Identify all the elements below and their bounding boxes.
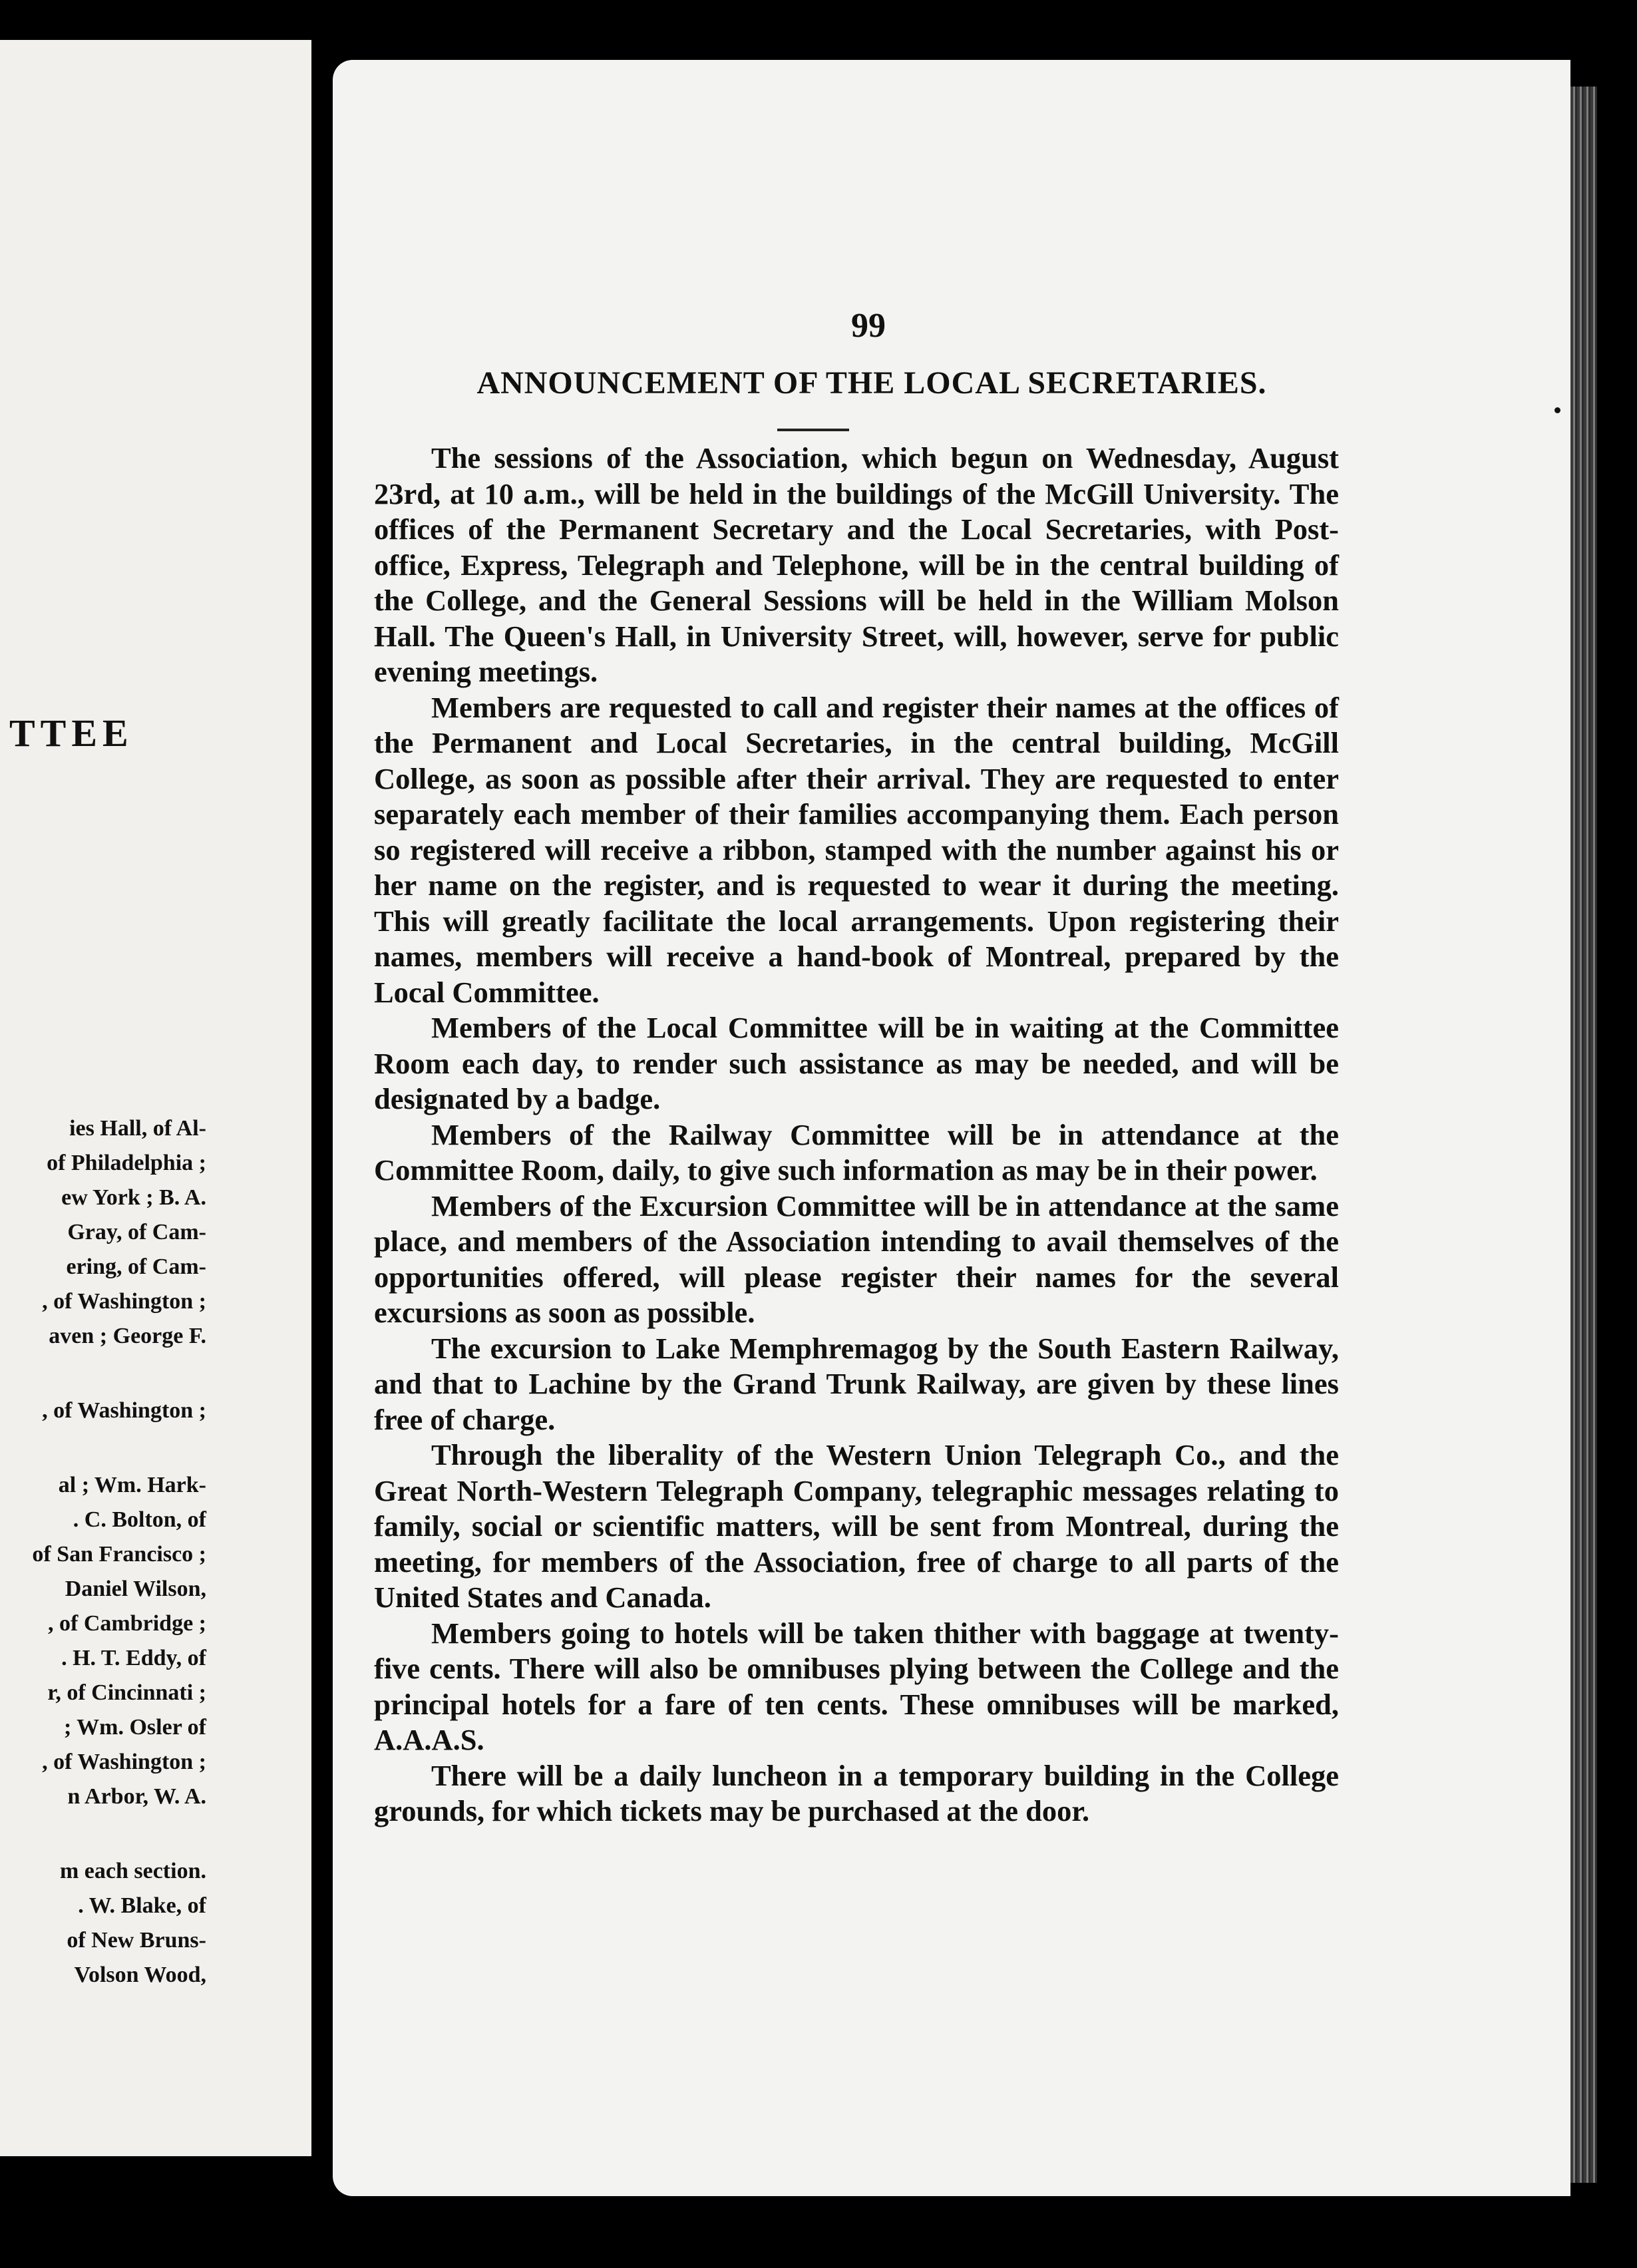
- title-underline: [777, 429, 849, 431]
- left-page-line: . C. Bolton, of: [73, 1507, 206, 1532]
- left-page-line: , of Washington ;: [42, 1398, 206, 1423]
- paragraph: The excursion to Lake Memphremagog by the South Eastern Railway, and that to Lachine by the Grand Trunk Railway, are given by these lines free of charge.: [374, 1331, 1339, 1436]
- left-page-line: , of Washington ;: [42, 1289, 206, 1314]
- left-page-line: [0, 1354, 206, 1394]
- left-page-line: n Arbor, W. A.: [67, 1784, 206, 1809]
- page-number: 99: [851, 307, 886, 345]
- ink-spot: [1554, 407, 1560, 413]
- left-page-line: aven ; George F.: [49, 1324, 206, 1348]
- left-page-line: r, of Cincinnati ;: [47, 1680, 206, 1705]
- paragraph: Through the liberality of the Western Union Telegraph Co., and the Great North-Western Telegraph Company, telegraphic messages relating to family, social or scientific matters, will be sent from Montreal, during the meeting, for members of the Association, free of charge to all parts of the United States and Canada.: [374, 1438, 1339, 1614]
- left-page-heading: TTEE: [9, 711, 134, 755]
- left-page-line: m each section.: [59, 1859, 206, 1883]
- article-body: [374, 441, 1339, 1829]
- paragraph: The sessions of the Association, which begun on Wednesday, August 23rd, at 10 a.m., will be held in the buildings of the McGill University. The offices of the Permanent Secretary and the Local Secretaries, with Post-office, Express, Telegraph and Telephone, will be in the central building of the College, and the General Sessions will be held in the William Molson Hall. The Queen's Hall, in University Street, will, however, serve for public evening meetings.: [374, 441, 1339, 688]
- left-page-line: of New Bruns-: [67, 1928, 206, 1953]
- left-page-line: Daniel Wilson,: [65, 1577, 206, 1601]
- left-page-line: [0, 1814, 206, 1854]
- left-page-line: Gray, of Cam-: [67, 1220, 206, 1244]
- paragraph: Members are requested to call and register their names at the offices of the Permanent and Local Secretaries, in the central building, McGill College, as soon as possible after their arrival. They are requested to enter separately each member of their families accompanying them. Each person so registered will receive a ribbon, stamped with the number against his or her name on the register, and is requested to wear it during the meeting. This will greatly facilitate the local arrangements. Upon registering their names, members will receive a hand-book of Montreal, prepared by the Local Committee.: [374, 690, 1339, 1009]
- left-page-line: , of Cambridge ;: [48, 1611, 206, 1636]
- left-page-line: ew York ; B. A.: [61, 1185, 206, 1210]
- left-facing-page: [0, 40, 311, 2156]
- left-page-line: [0, 1428, 206, 1468]
- left-page-line: ering, of Cam-: [66, 1254, 206, 1279]
- left-page-line: Volson Wood,: [74, 1963, 206, 1987]
- left-page-line: ies Hall, of Al-: [69, 1116, 206, 1141]
- left-page-line: of San Francisco ;: [32, 1542, 206, 1567]
- left-page-line: , of Washington ;: [42, 1750, 206, 1774]
- paragraph: Members going to hotels will be taken thither with baggage at twenty-five cents. There will also be omnibuses plying between the College and the principal hotels for a fare of ten cents. These omnibuses will be marked, A.A.A.S.: [374, 1616, 1339, 1756]
- left-page-line: . H. T. Eddy, of: [61, 1646, 206, 1670]
- left-page-line: . W. Blake, of: [78, 1893, 206, 1918]
- left-page-line: of Philadelphia ;: [47, 1151, 206, 1175]
- left-page-text-column: [0, 1111, 206, 1992]
- paragraph: Members of the Excursion Committee will be in attendance at the same place, and members of the Association intending to avail themselves of the opportunities offered, will please register their names for the several excursions as soon as possible.: [374, 1189, 1339, 1329]
- paragraph: Members of the Local Committee will be in waiting at the Committee Room each day, to render such assistance as may be needed, and will be designated by a badge.: [374, 1011, 1339, 1115]
- paragraph: Members of the Railway Committee will be in attendance at the Committee Room, daily, to give such information as may be in their power.: [374, 1117, 1339, 1187]
- page-edge-stack: [1570, 87, 1597, 2183]
- page-title: ANNOUNCEMENT OF THE LOCAL SECRETARIES.: [476, 365, 1267, 401]
- left-page-line: ; Wm. Osler of: [63, 1715, 206, 1740]
- left-page-line: al ; Wm. Hark-: [58, 1473, 206, 1497]
- paragraph: There will be a daily luncheon in a temporary building in the College grounds, for which tickets may be purchased at the door.: [374, 1758, 1339, 1827]
